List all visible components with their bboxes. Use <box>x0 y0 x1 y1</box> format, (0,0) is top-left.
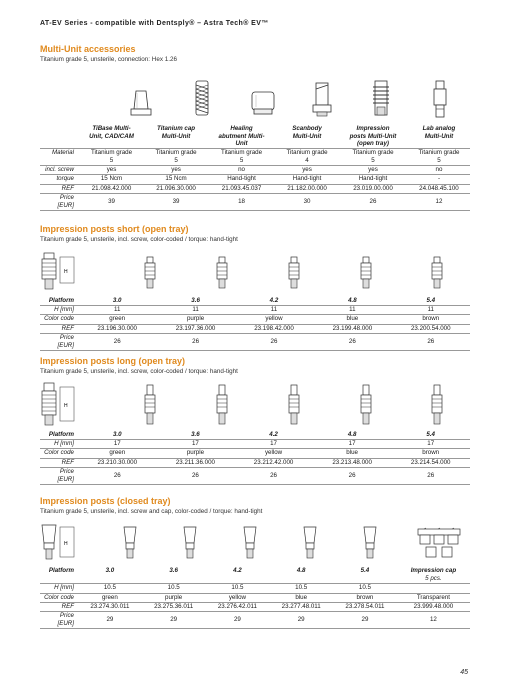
impression-post-short-icon <box>359 255 373 291</box>
page-header: AT-EV Series - compatible with Dentsply® – Astra Tech® EV™ <box>40 20 269 27</box>
impression-post-long-icon <box>359 383 373 427</box>
impression-post-h-diagram-icon <box>40 381 80 429</box>
tibase-icon <box>128 87 154 119</box>
impression-post-long-icon <box>143 383 157 427</box>
table-row: REF 21.098.42.000 21.096.30.000 21.093.45.037 21.182.00.000 23.019.00.000 24.048.45.100 <box>40 184 470 193</box>
table-row: REF 23.210.30.000 23.211.36.000 23.212.42.000 23.213.48.000 23.214.54.000 <box>40 458 470 467</box>
long-open-subtitle: Titanium grade 5, unsterile, incl. screw, color-coded / torque: hand-tight <box>40 368 238 375</box>
impression-post-closed-icon <box>182 525 198 561</box>
impression-post-closed-icon <box>242 525 258 561</box>
healing-abutment-icon <box>248 89 278 117</box>
platform-row: Platform 3.0 3.6 4.2 4.8 5.4 <box>40 431 470 440</box>
impression-post-short-icon <box>215 255 229 291</box>
short-open-section <box>40 224 470 351</box>
product-name: Titanium cap Multi-Unit <box>145 125 207 148</box>
platform-row: Platform 3.0 3.6 4.2 4.8 5.4 Impression cap <box>48 567 457 574</box>
impression-post-closed-icon <box>362 525 378 561</box>
svg-text:H: H <box>64 541 68 547</box>
closed-tray-title: Impression posts (closed tray) <box>40 496 171 506</box>
svg-text:H: H <box>64 403 68 409</box>
table-row: Color code green purple yellow blue brown <box>40 315 470 324</box>
product-name: Scanbody Multi-Unit <box>276 125 338 148</box>
long-open-section <box>40 356 470 485</box>
impression-post-long-icon <box>215 383 229 427</box>
table-row: REF 23.274.30.011 23.275.36.011 23.276.42.011 23.277.48.011 23.278.54.011 23.999.48.000 <box>40 602 470 611</box>
impression-post-icon <box>370 79 392 119</box>
table-row: H [mm] 17 17 17 17 17 <box>40 440 470 449</box>
closed-tray-subtitle: Titanium grade 5, unsterile, incl. screw and cap, color-coded / torque: hand-tight <box>40 508 263 515</box>
short-open-subtitle: Titanium grade 5, unsterile, incl. screw, color-coded / torque: hand-tight <box>40 236 238 243</box>
platform-row: Platform 3.0 3.6 4.2 4.8 5.4 <box>40 297 470 306</box>
closed-tray-section <box>40 496 470 629</box>
table-row: Color code green purple yellow blue brown <box>40 449 470 458</box>
impression-post-h-diagram-icon <box>40 523 80 563</box>
table-row: H [mm] 11 11 11 11 11 <box>40 306 470 315</box>
cap-note-row <box>40 575 470 584</box>
product-name: Impression posts Multi-Unit (open tray) <box>338 125 408 148</box>
product-name: TiBase Multi- Unit, CAD/CAM <box>78 125 145 148</box>
table-row: Price [EUR] 26 26 26 26 26 <box>40 333 470 350</box>
long-open-icons <box>40 381 470 429</box>
impression-post-short-icon <box>287 255 301 291</box>
scanbody-icon <box>310 81 334 119</box>
multi-unit-header-row <box>40 125 470 148</box>
table-row: Price [EUR] 39 39 18 30 26 12 <box>40 193 470 210</box>
titanium-cap-icon <box>192 79 212 119</box>
table-row: REF 23.196.30.000 23.197.36.000 23.198.42.000 23.199.48.000 23.200.54.000 <box>40 324 470 333</box>
closed-tray-table <box>40 567 470 629</box>
table-row: 5 5 5 4 5 5 <box>40 157 470 166</box>
table-row: Price [EUR] 29 29 29 29 29 12 <box>40 612 470 629</box>
impression-post-long-icon <box>287 383 301 427</box>
cap-note: 5 pcs. <box>397 575 470 584</box>
table-row: H [mm] 10.5 10.5 10.5 10.5 10.5 <box>40 584 470 593</box>
closed-tray-icons <box>40 521 470 563</box>
product-name: Healing abutment Multi- Unit <box>207 125 276 148</box>
short-open-table <box>40 297 470 351</box>
svg-text:H: H <box>64 269 68 275</box>
impression-post-short-icon <box>430 255 444 291</box>
multi-unit-title: Multi-Unit accessories <box>40 44 136 54</box>
long-open-title: Impression posts long (open tray) <box>40 356 186 366</box>
multi-unit-table <box>40 125 470 211</box>
short-open-title: Impression posts short (open tray) <box>40 224 189 234</box>
multi-unit-subtitle: Titanium grade 5, unsterile, connection: Hex 1.26 <box>40 56 177 63</box>
short-open-icons <box>40 249 470 293</box>
impression-post-closed-icon <box>302 525 318 561</box>
impression-post-short-icon <box>143 255 157 291</box>
table-row: Material Titanium grade Titanium grade Titanium grade Titanium grade Titanium grade Titanium grade <box>51 148 460 156</box>
table-row: Price [EUR] 26 26 26 26 26 <box>40 467 470 484</box>
impression-post-long-icon <box>430 383 444 427</box>
table-row: Color code green purple yellow blue brown Transparent <box>40 593 470 602</box>
impression-post-closed-icon <box>122 525 138 561</box>
table-row: torque 15 Ncm 15 Ncm Hand-tight Hand-tight Hand-tight - <box>40 175 470 184</box>
table-row: incl. screw yes yes no yes yes no <box>40 166 470 175</box>
impression-cap-icon <box>416 527 462 561</box>
multi-unit-icons <box>40 77 470 121</box>
product-name: Lab analog Multi-Unit <box>408 125 470 148</box>
impression-post-h-diagram-icon <box>40 251 80 293</box>
page-number: 45 <box>460 669 468 676</box>
lab-analog-icon <box>430 79 450 119</box>
long-open-table <box>40 431 470 485</box>
multi-unit-section <box>40 44 470 211</box>
